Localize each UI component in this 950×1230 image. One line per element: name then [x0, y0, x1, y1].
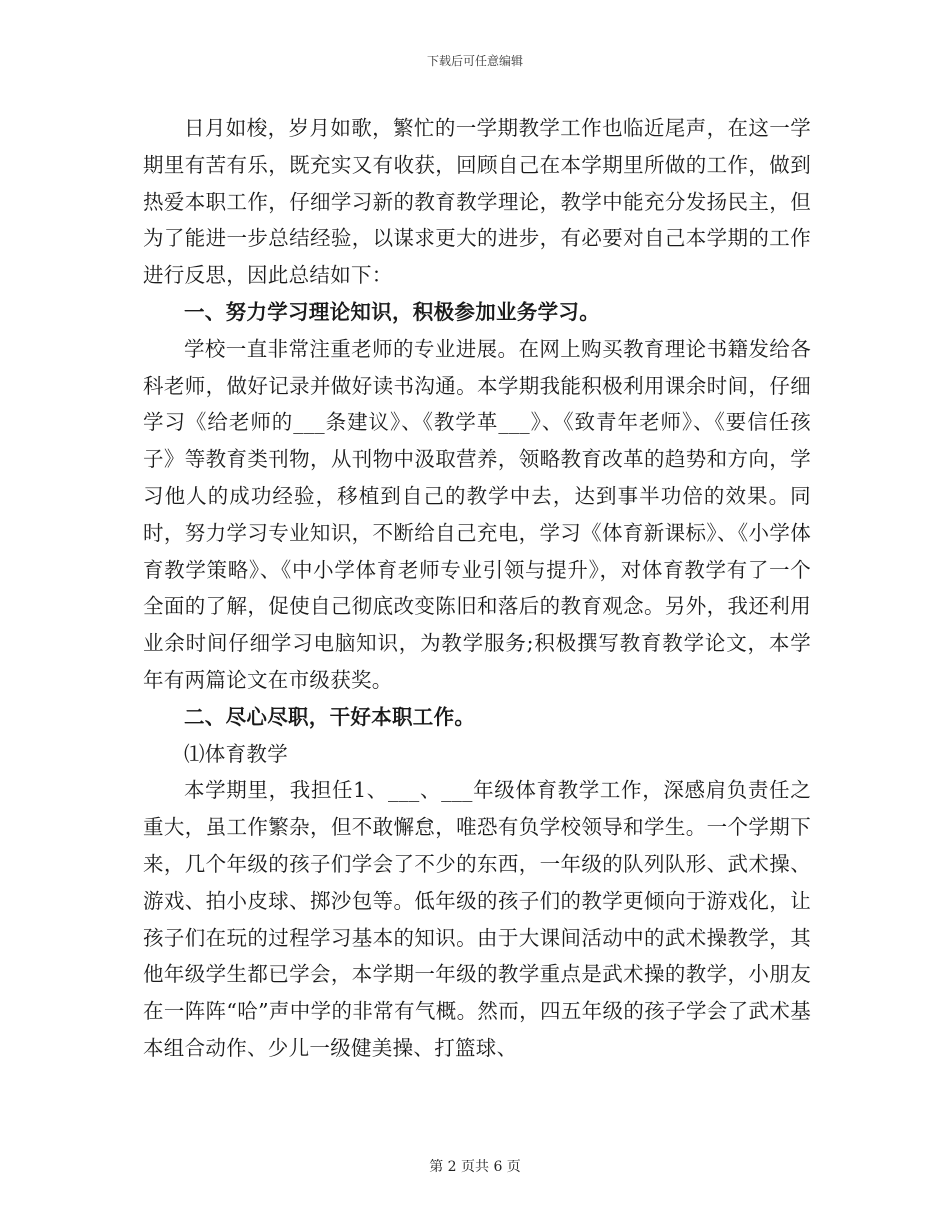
section-heading-2: 二、尽心尽职，干好本职工作。 — [184, 704, 476, 729]
section-1-paragraph: 学校一直非常注重老师的专业进展。在网上购买教育理论书籍发给各科老师，做好记录并做好读书沟通。本学期我能积极利用课余时间，仔细学习《给老师的___条建议》、《教学革___》、《致青年老师》、《要信任孩子》等教育类刊物，从刊物中汲取营养，领略教育改革的趋势和方向，学习他人的成功经验，移植到自己的教学中去，达到事半功倍的效果。同时，努力学习专业知识，不断给自己充电，学习《体育新课标》、《小学体育教学策略》、《中小学体育老师专业引领与提升》，对体育教学有了一个全面的了解，促使自己彻底改变陈旧和落后的教育观念。另外，我还利用业余时间仔细学习电脑知识，为教学服务;积极撰写教育教学论文，本学年有两篇论文在市级获奖。 — [143, 336, 811, 692]
document-body — [143, 110, 811, 1067]
page-number: 第 2 页共 6 页 — [429, 1159, 521, 1175]
section-2-paragraph: 本学期里，我担任1、___、___年级体育教学工作，深感肩负责任之重大，虽工作繁杂，但不敢懈怠，唯恐有负学校领导和学生。一个学期下来，几个年级的孩子们学会了不少的东西，一年级的队列队形、武术操、游戏、拍小皮球、掷沙包等。低年级的孩子们的教学更倾向于游戏化，让孩子们在玩的过程学习基本的知识。由于大课间活动中的武术操教学，其他年级学生都已学会，本学期一年级的教学重点是武术操的教学，小朋友在一阵阵“哈”声中学的非常有气概。然而，四五年级的孩子学会了武术基本组合动作、少儿一级健美操、打篮球、 — [143, 778, 811, 1060]
intro-paragraph: 日月如梭，岁月如歌，繁忙的一学期教学工作也临近尾声，在这一学期里有苦有乐，既充实又有收获，回顾自己在本学期里所做的工作，做到热爱本职工作，仔细学习新的教育教学理论，教学中能充分发扬民主，但为了能进一步总结经验，以谋求更大的进步，有必要对自己本学期的工作进行反思，因此总结如下： — [143, 116, 811, 288]
subsection-heading-1: ⑴体育教学 — [184, 741, 288, 766]
section-heading-1: 一、努力学习理论知识，积极参加业务学习。 — [184, 299, 600, 324]
page-header-note: 下载后可任意编辑 — [426, 54, 523, 68]
